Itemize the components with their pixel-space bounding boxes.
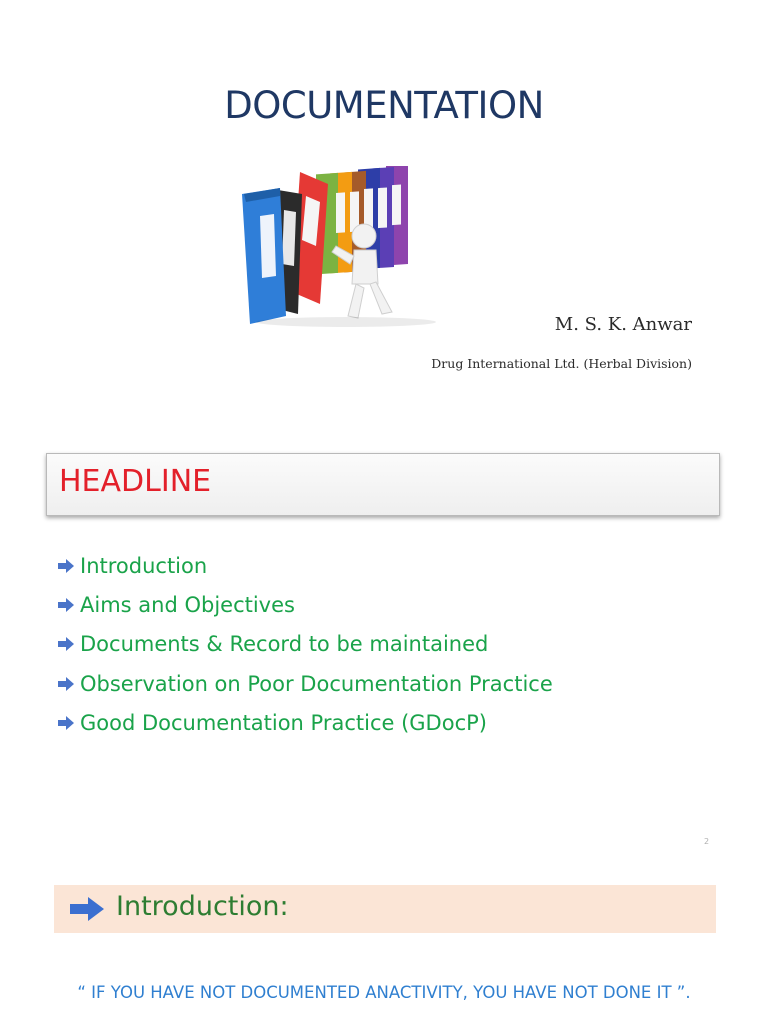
binders-with-figure-icon (236, 166, 446, 331)
intro-header-band (54, 885, 716, 933)
list-item (58, 625, 553, 664)
arrow-right-icon (70, 897, 104, 921)
list-item (58, 546, 553, 585)
intro-title: Introduction: (116, 891, 289, 922)
headline-title: HEADLINE (59, 464, 212, 499)
agenda-list (58, 546, 553, 743)
agenda-item-label: Observation on Poor Documentation Practice (80, 671, 553, 696)
quote-text: “ IF YOU HAVE NOT DOCUMENTED ANACTIVITY, YOU HAVE NOT DONE IT ”. (77, 983, 691, 1002)
arrow-right-icon (58, 559, 74, 573)
agenda-item-label: Aims and Objectives (80, 593, 295, 618)
arrow-right-icon (58, 716, 74, 730)
list-item (58, 664, 553, 703)
page-number: 2 (704, 837, 710, 846)
arrow-right-icon (58, 637, 74, 651)
arrow-right-icon (58, 598, 74, 612)
agenda-item-label: Good Documentation Practice (GDocP) (80, 711, 487, 736)
list-item (58, 585, 553, 624)
author-name: M. S. K. Anwar (554, 314, 692, 335)
slide-title: DOCUMENTATION (224, 84, 544, 127)
agenda-item-label: Introduction (80, 553, 208, 578)
arrow-right-icon (58, 677, 74, 691)
company-name: Drug International Ltd. (Herbal Division) (431, 356, 692, 371)
list-item (58, 704, 553, 743)
headline-box (46, 453, 720, 516)
agenda-item-label: Documents & Record to be maintained (80, 632, 489, 657)
